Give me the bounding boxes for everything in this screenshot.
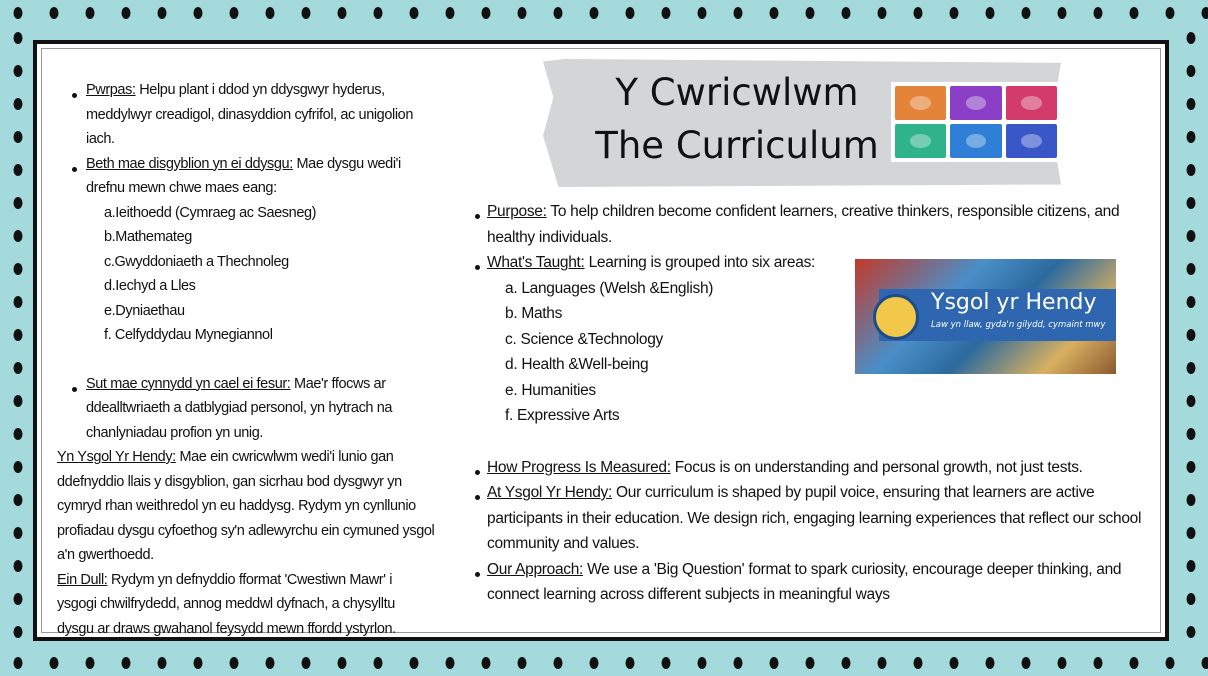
border-dot (1187, 428, 1196, 440)
area-thumbnail (895, 86, 946, 120)
border-dot (1187, 527, 1196, 539)
border-dot (14, 65, 23, 77)
border-dot (1187, 164, 1196, 176)
border-dot (698, 7, 707, 19)
border-dot (86, 657, 95, 669)
border-dot (986, 7, 995, 19)
border-dot (14, 428, 23, 440)
english-approach-label: Our Approach: (487, 560, 584, 578)
border-dot (14, 461, 23, 473)
welsh-progress (55, 372, 435, 446)
english-approach-text: We use a 'Big Question' format to spark curiosity, encourage deeper thinking, and connect learning across different subjects in meaningful ways (487, 560, 1122, 603)
area-thumbnail (950, 124, 1001, 158)
border-dot (338, 7, 347, 19)
welsh-column (55, 78, 435, 641)
border-dot (14, 32, 23, 44)
welsh-area-item: c.Gwyddoniaeth a Thechnoleg (104, 253, 289, 270)
english-purpose-text: To help children become confident learners, creative thinkers, responsible citizens, and healthy individuals. (487, 203, 1120, 246)
border-dot (1187, 98, 1196, 110)
english-progress (472, 455, 1162, 481)
border-dot (266, 657, 275, 669)
welsh-area-item: d.Iechyd a Lles (104, 278, 196, 294)
border-dot (1202, 7, 1208, 19)
border-dot (806, 7, 815, 19)
border-dot (662, 7, 671, 19)
welsh-taught-label: Beth mae disgyblion yn ei ddysgu: (86, 155, 293, 172)
border-dot (1187, 395, 1196, 407)
school-logo-banner (855, 259, 1116, 374)
border-dot (590, 7, 599, 19)
english-approach (472, 557, 1162, 608)
welsh-purpose-text: Helpu plant i ddod yn ddysgwyr hyderus, meddylwyr creadigol, dinasyddion cyfrifol, ac unigolion iach. (86, 82, 413, 147)
border-dot (1187, 362, 1196, 374)
welsh-progress-text: Mae'r ffocws ar ddealltwriaeth a datblygiad personol, yn hytrach na chanlyniadau profion yn unig. (86, 375, 393, 441)
border-dot (14, 296, 23, 308)
border-dot (878, 7, 887, 19)
border-dot (230, 7, 239, 19)
english-purpose-label: Purpose: (487, 203, 547, 220)
border-dot (266, 7, 275, 19)
border-dot (950, 657, 959, 669)
border-dot (1130, 657, 1139, 669)
english-area-item: d. Health &Well-being (505, 356, 649, 373)
welsh-approach (55, 568, 435, 642)
english-school (472, 480, 1162, 557)
english-area-item: e. Humanities (505, 381, 596, 399)
border-dot (1166, 657, 1175, 669)
area-thumbnail (1006, 124, 1057, 158)
border-dot (446, 7, 455, 19)
border-dot (482, 657, 491, 669)
border-dot (14, 263, 23, 275)
border-dot (842, 7, 851, 19)
border-dot (1187, 560, 1196, 572)
border-dot (14, 395, 23, 407)
border-dot (302, 7, 311, 19)
page-title (567, 66, 907, 172)
welsh-area-item: b.Mathemateg (104, 229, 192, 245)
area-thumbnail (950, 86, 1001, 120)
welsh-approach-label: Ein Dull: (57, 571, 108, 588)
border-dot (1187, 626, 1196, 638)
welsh-approach-text: Rydym yn defnyddio fformat 'Cwestiwn Mawr' i ysgogi chwilfrydedd, annog meddwl dyfnach, a chysylltu dysgu ar draws gwahanol feysydd mewn ffordd ystyrlon. (57, 571, 396, 637)
border-dot (554, 657, 563, 669)
border-dot (1022, 7, 1031, 19)
welsh-area-item: f. Celfyddydau Mynegiannol (104, 327, 273, 343)
border-dot (626, 7, 635, 19)
areas-thumbnail-grid (891, 82, 1061, 162)
border-dot (1187, 32, 1196, 44)
border-dot (662, 657, 671, 669)
school-name: Ysgol yr Hendy (931, 290, 1097, 315)
welsh-taught (55, 152, 435, 201)
english-area-item: b. Maths (505, 305, 563, 322)
border-dot (14, 657, 23, 669)
border-dot (1166, 7, 1175, 19)
border-dot (1187, 65, 1196, 77)
welsh-purpose-label: Pwrpas: (86, 82, 136, 98)
curriculum-card (33, 40, 1169, 641)
border-dot (1202, 657, 1208, 669)
border-dot (518, 657, 527, 669)
border-dot (14, 164, 23, 176)
border-dot (14, 560, 23, 572)
welsh-area-item: e.Dyniaethau (104, 302, 185, 319)
border-dot (338, 657, 347, 669)
border-dot (1187, 131, 1196, 143)
area-thumbnail (1006, 86, 1057, 120)
border-dot (734, 657, 743, 669)
border-dot (1058, 657, 1067, 669)
border-dot (302, 657, 311, 669)
border-dot (950, 7, 959, 19)
border-dot (410, 7, 419, 19)
border-dot (14, 98, 23, 110)
border-dot (770, 657, 779, 669)
border-dot (158, 657, 167, 669)
border-dot (1187, 494, 1196, 506)
border-dot (986, 657, 995, 669)
border-dot (1187, 461, 1196, 473)
border-dot (14, 230, 23, 242)
border-dot (1022, 657, 1031, 669)
border-dot (1187, 593, 1196, 605)
border-dot (914, 657, 923, 669)
english-school-text: Our curriculum is shaped by pupil voice, ensuring that learners are active participants in their education. We design rich, engaging learning experiences that reflect our school community and values. (487, 484, 1142, 552)
border-dot (1187, 296, 1196, 308)
border-dot (158, 7, 167, 19)
welsh-areas-list (55, 201, 435, 348)
border-dot (50, 657, 59, 669)
border-dot (14, 626, 23, 638)
title-english: The Curriculum (595, 124, 879, 167)
border-dot (770, 7, 779, 19)
english-area-item: c. Science &Technology (505, 330, 663, 348)
border-dot (1058, 7, 1067, 19)
border-dot (914, 7, 923, 19)
border-dot (50, 7, 59, 19)
english-area-item: a. Languages (Welsh &English) (505, 279, 714, 297)
border-dot (194, 7, 203, 19)
border-dot (14, 329, 23, 341)
border-dot (698, 657, 707, 669)
border-dot (1187, 263, 1196, 275)
border-dot (1187, 329, 1196, 341)
border-dot (626, 657, 635, 669)
border-dot (194, 657, 203, 669)
border-dot (14, 7, 23, 19)
border-dot (878, 657, 887, 669)
border-dot (1094, 7, 1103, 19)
border-dot (14, 131, 23, 143)
school-crest-icon (873, 294, 919, 340)
border-dot (122, 7, 131, 19)
border-dot (482, 7, 491, 19)
title-welsh: Y Cwricwlwm (615, 71, 859, 114)
border-dot (806, 657, 815, 669)
english-progress-text: Focus is on understanding and personal growth, not just tests. (670, 458, 1083, 476)
border-dot (14, 197, 23, 209)
welsh-purpose (55, 78, 435, 152)
border-dot (1094, 657, 1103, 669)
english-school-label: At Ysgol Yr Hendy: (487, 484, 612, 501)
border-dot (410, 657, 419, 669)
welsh-area-item: a.Ieithoedd (Cymraeg ac Saesneg) (104, 204, 317, 221)
school-motto: Law yn llaw, gyda'n gilydd, cymaint mwy (931, 320, 1106, 330)
border-dot (842, 657, 851, 669)
welsh-school-text: Mae ein cwricwlwm wedi'i lunio gan ddefnyddio llais y disgyblion, gan sicrhau bod dysgwyr yn cymryd rhan weithredol yn eu haddysg. Rydym yn cynllunio profiadau dysgu cyfoethog sy'n adlewyrchu ein cymuned ysgol a'n gwerthoedd. (57, 449, 435, 563)
border-dot (518, 7, 527, 19)
welsh-school-label: Yn Ysgol Yr Hendy: (57, 449, 176, 465)
area-thumbnail (895, 124, 946, 158)
border-dot (374, 7, 383, 19)
border-dot (734, 7, 743, 19)
english-taught-text: Learning is grouped into six areas: (584, 254, 816, 271)
border-dot (230, 657, 239, 669)
welsh-taught-text: Mae dysgu wedi'i drefnu mewn chwe maes eang: (86, 155, 401, 196)
border-dot (1130, 7, 1139, 19)
english-purpose (472, 199, 1162, 250)
english-area-item: f. Expressive Arts (505, 407, 620, 424)
border-dot (14, 527, 23, 539)
border-dot (14, 362, 23, 374)
border-dot (554, 7, 563, 19)
welsh-school (55, 445, 435, 568)
border-dot (446, 657, 455, 669)
border-dot (14, 494, 23, 506)
border-dot (1187, 197, 1196, 209)
border-dot (590, 657, 599, 669)
border-dot (86, 7, 95, 19)
english-taught-label: What's Taught: (487, 254, 585, 271)
welsh-progress-label: Sut mae cynnydd yn cael ei fesur: (86, 375, 291, 392)
border-dot (1187, 230, 1196, 242)
border-dot (374, 657, 383, 669)
border-dot (122, 657, 131, 669)
border-dot (14, 593, 23, 605)
english-progress-label: How Progress Is Measured: (487, 458, 671, 476)
